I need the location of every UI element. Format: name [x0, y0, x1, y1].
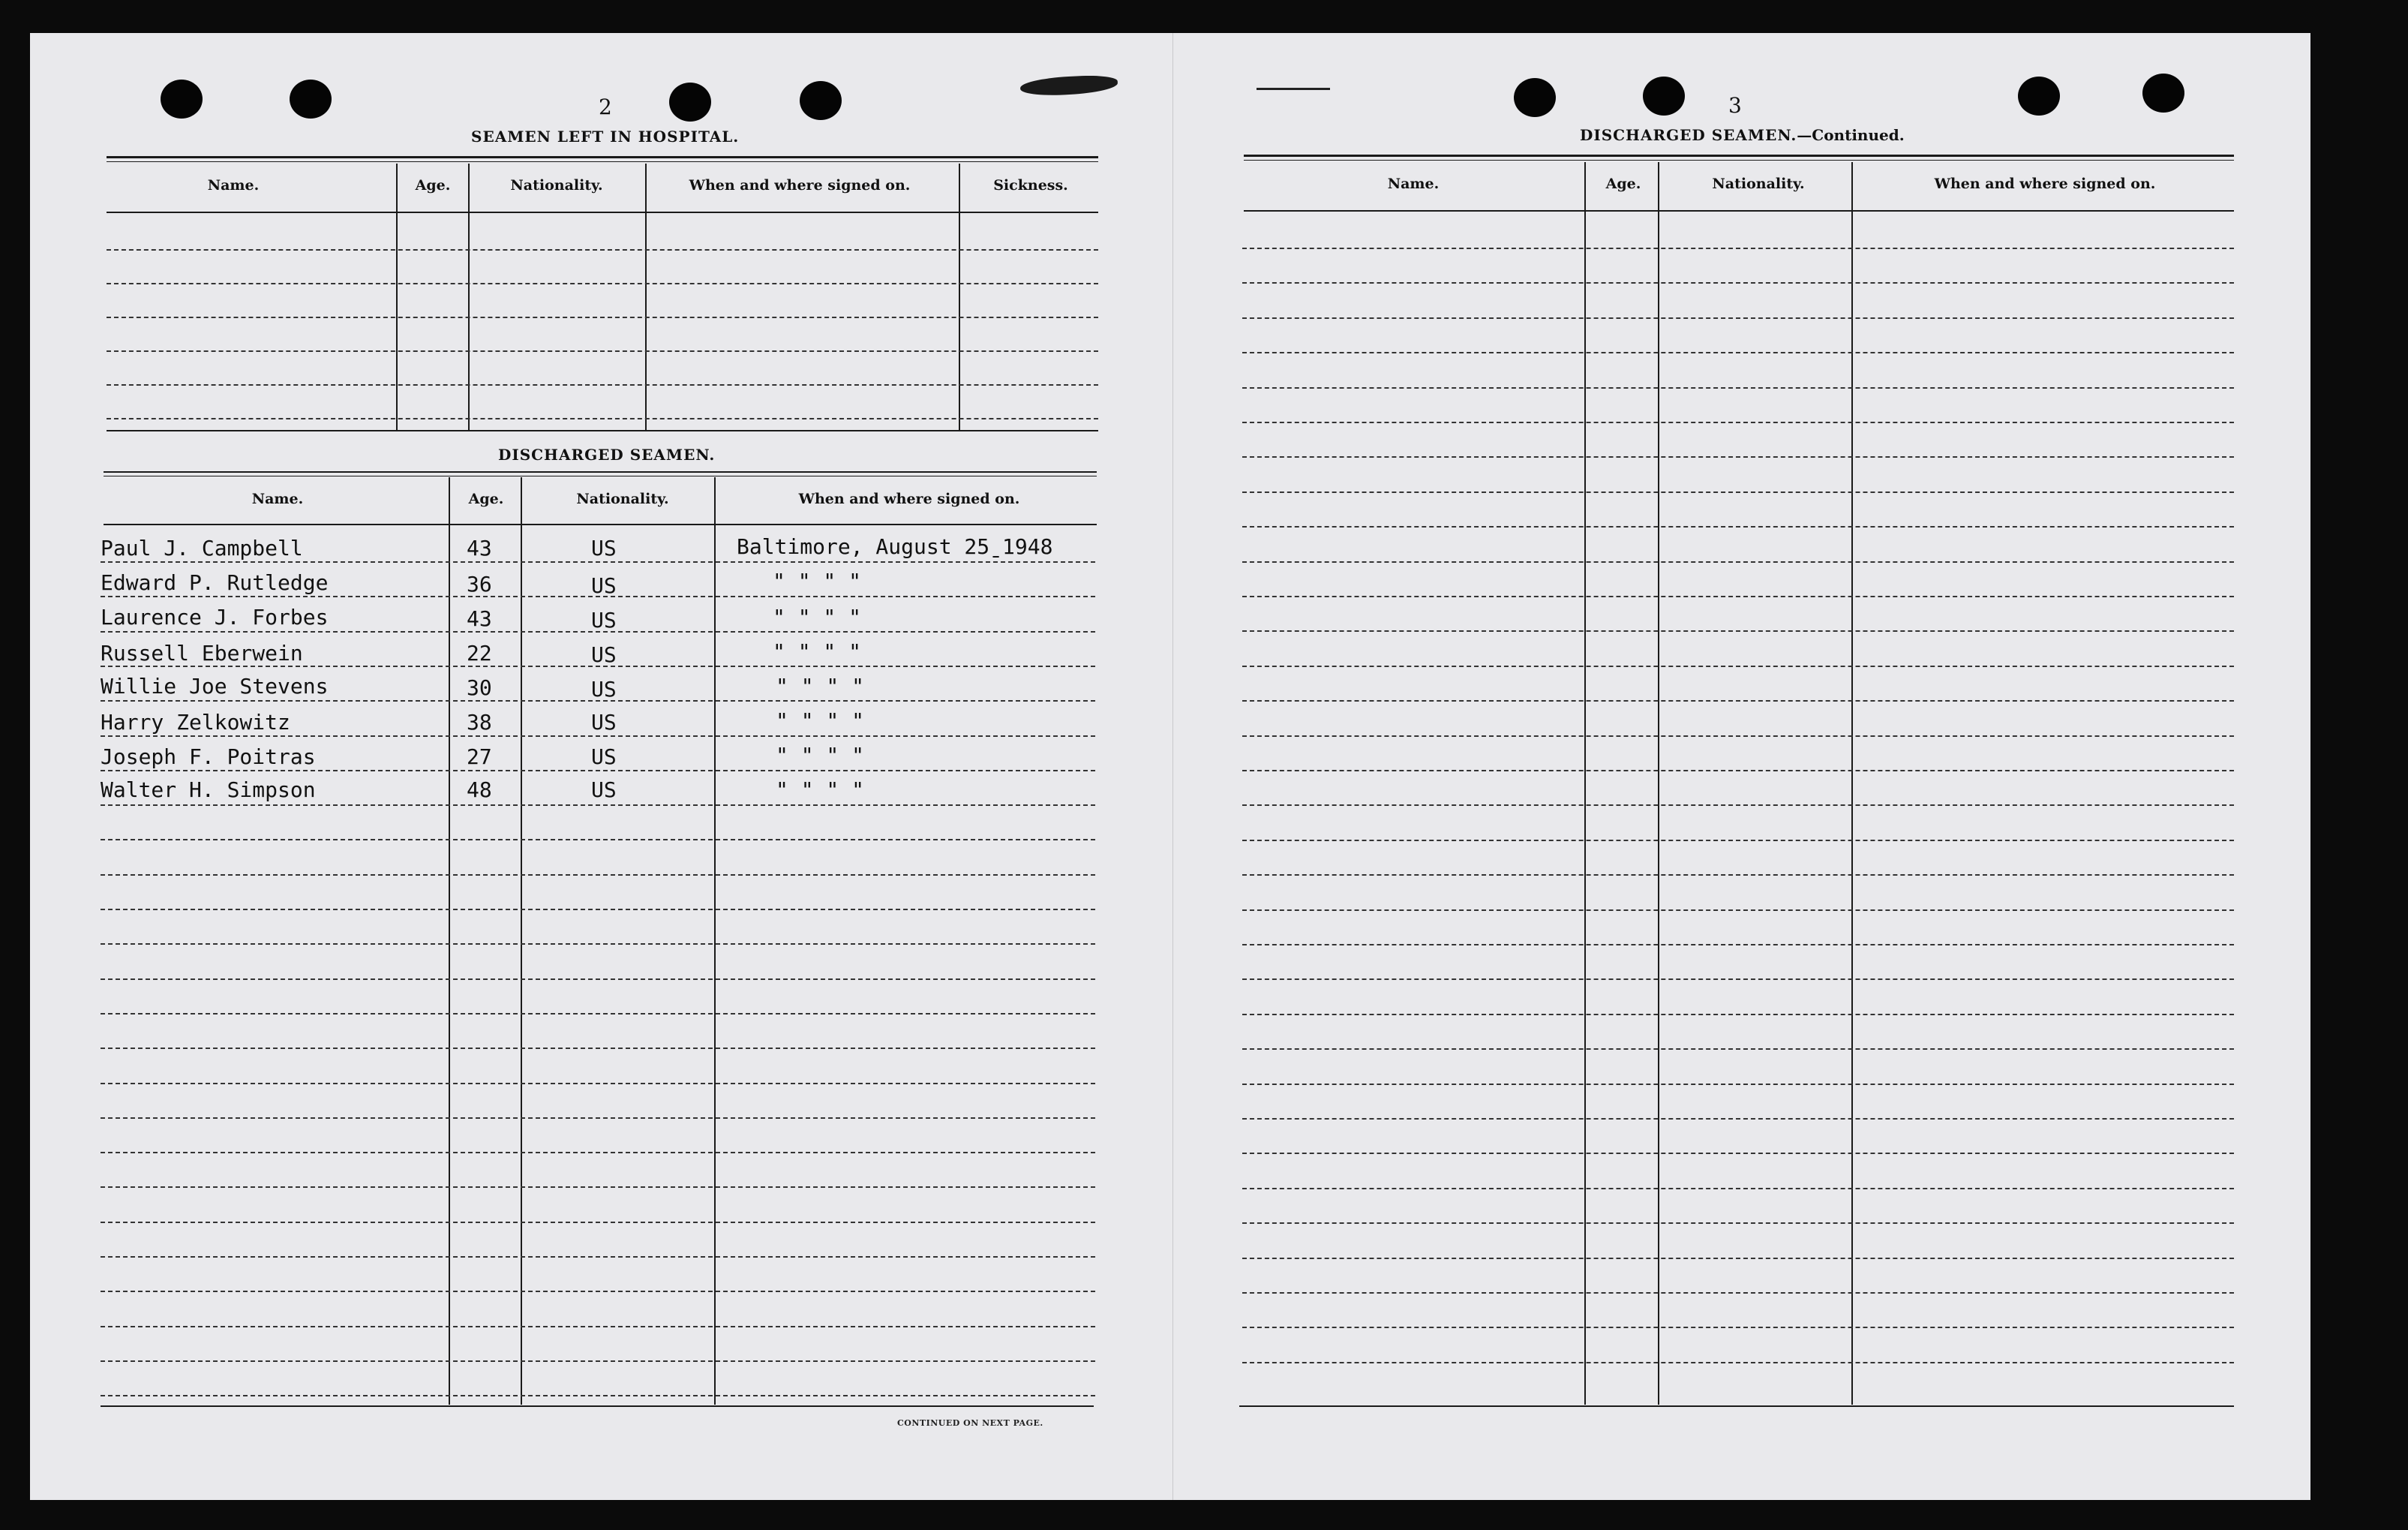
col-header-sickness: Sickness. — [993, 177, 1068, 194]
row-line — [1242, 352, 2234, 353]
row-line — [101, 1152, 1095, 1153]
row-line — [101, 1360, 1095, 1362]
seaman-signed-on: " " " " — [776, 777, 865, 802]
row-line — [101, 978, 1095, 980]
col-header-age: Age. — [415, 177, 451, 194]
row-line — [101, 735, 1095, 737]
row-line — [107, 317, 1098, 318]
top-rule — [1244, 155, 2234, 157]
row-line — [1242, 491, 2234, 493]
bottom-rule — [101, 1405, 1094, 1407]
row-line — [101, 839, 1095, 840]
col-divider — [1851, 162, 1853, 1405]
seaman-nationality: US — [591, 777, 617, 802]
col-header-signed-on: When and where signed on. — [798, 491, 1020, 507]
row-line — [1242, 1222, 2234, 1224]
page-number-right: 3 — [1728, 93, 1742, 118]
seaman-name: Edward P. Rutledge — [101, 570, 329, 595]
seaman-signed-on: " " " " — [776, 743, 865, 768]
row-line — [107, 418, 1098, 419]
row-line — [1242, 1188, 2234, 1189]
punch-hole — [800, 81, 842, 120]
page-gutter — [1172, 33, 1173, 1500]
punch-hole — [161, 80, 203, 119]
row-line — [101, 1186, 1095, 1188]
row-line — [101, 561, 1095, 563]
seaman-nationality: US — [591, 677, 617, 702]
row-line — [1242, 909, 2234, 911]
row-line — [107, 384, 1098, 386]
row-line — [101, 1326, 1095, 1327]
seaman-age: 27 — [467, 744, 492, 769]
row-line — [1242, 804, 2234, 806]
row-line — [101, 909, 1095, 910]
row-line — [1242, 770, 2234, 771]
punch-hole — [669, 83, 711, 122]
row-line — [1242, 1292, 2234, 1294]
top-rule — [107, 161, 1098, 162]
seaman-name: Willie Joe Stevens — [101, 674, 329, 699]
document-sheet — [30, 33, 2310, 1500]
seaman-age: 36 — [467, 572, 492, 597]
row-line — [1242, 944, 2234, 945]
col-header-nationality: Nationality. — [1712, 176, 1805, 192]
col-divider — [468, 164, 470, 431]
seaman-age: 48 — [467, 777, 492, 802]
row-line — [101, 874, 1095, 876]
seaman-name: Laurence J. Forbes — [101, 605, 329, 630]
row-line — [1242, 1153, 2234, 1154]
punch-hole — [2018, 77, 2060, 116]
seaman-name: Paul J. Campbell — [101, 536, 303, 561]
seaman-name: Russell Eberwein — [101, 641, 303, 666]
seaman-signed-on: " " " " — [773, 639, 862, 664]
row-line — [1242, 666, 2234, 667]
col-divider — [714, 477, 716, 1405]
col-header-name: Name. — [207, 177, 260, 194]
discharged-continued-title — [1580, 126, 1905, 144]
row-line — [1242, 561, 2234, 563]
seaman-name: Harry Zelkowitz — [101, 710, 290, 735]
row-line — [1242, 1362, 2234, 1363]
row-line — [1242, 840, 2234, 841]
seaman-age: 30 — [467, 675, 492, 700]
seaman-nationality: US — [591, 710, 617, 735]
row-line — [1242, 1048, 2234, 1050]
punch-hole — [2142, 74, 2184, 113]
hospital-section-title: SEAMEN LEFT IN HOSPITAL. — [471, 128, 740, 146]
seaman-name: Joseph F. Poitras — [101, 744, 316, 769]
row-line — [1242, 630, 2234, 632]
col-header-age: Age. — [468, 491, 504, 507]
row-line — [1242, 700, 2234, 702]
col-divider — [521, 477, 522, 1405]
row-line — [101, 1048, 1095, 1049]
col-header-signed-on: When and where signed on. — [689, 177, 911, 194]
seaman-signed-on: " " " " — [776, 708, 865, 733]
discharged-section-title: DISCHARGED SEAMEN. — [498, 446, 716, 464]
row-line — [1242, 248, 2234, 249]
row-line — [1242, 596, 2234, 597]
row-line — [1242, 735, 2234, 737]
row-line — [1242, 1258, 2234, 1259]
col-divider — [645, 164, 647, 431]
row-line — [107, 283, 1098, 284]
col-header-name: Name. — [251, 491, 304, 507]
seaman-nationality: US — [591, 642, 617, 667]
header-rule — [104, 524, 1097, 525]
ink-mark — [1257, 88, 1330, 90]
row-line — [101, 1222, 1095, 1223]
top-rule — [107, 156, 1098, 158]
row-line — [101, 1291, 1095, 1292]
seaman-nationality: US — [591, 608, 617, 633]
seaman-age: 43 — [467, 536, 492, 561]
row-line — [101, 1117, 1095, 1119]
section-rule — [104, 471, 1097, 473]
header-rule — [1244, 210, 2234, 212]
bottom-rule — [1239, 1405, 2234, 1407]
row-line — [107, 350, 1098, 352]
section-rule — [107, 430, 1098, 431]
row-line — [1242, 456, 2234, 458]
seaman-age: 38 — [467, 710, 492, 735]
col-divider — [1584, 162, 1586, 1405]
title-main: DISCHARGED SEAMEN. — [1580, 126, 1797, 144]
seaman-signed-on: " " " " — [773, 569, 862, 594]
col-header-signed-on: When and where signed on. — [1934, 176, 2156, 192]
top-rule — [1244, 160, 2234, 161]
row-line — [101, 770, 1095, 771]
col-header-nationality: Nationality. — [510, 177, 603, 194]
seaman-name: Walter H. Simpson — [101, 777, 316, 802]
seaman-signed-on: Baltimore, August 25̱ 1948 — [737, 534, 1053, 559]
header-rule — [107, 212, 1098, 213]
page-number-left: 2 — [599, 95, 612, 119]
row-line — [1242, 282, 2234, 284]
seaman-age: 43 — [467, 606, 492, 631]
row-line — [1242, 874, 2234, 876]
row-line — [1242, 1084, 2234, 1085]
row-line — [101, 1395, 1095, 1396]
col-header-name: Name. — [1387, 176, 1440, 192]
row-line — [101, 1256, 1095, 1258]
row-line — [1242, 317, 2234, 319]
row-line — [101, 804, 1095, 806]
seaman-age: 22 — [467, 641, 492, 666]
col-divider — [396, 164, 398, 431]
seaman-nationality: US — [591, 744, 617, 769]
col-divider — [959, 164, 960, 431]
seaman-nationality: US — [591, 573, 617, 598]
row-line — [1242, 422, 2234, 423]
row-line — [107, 249, 1098, 251]
col-divider — [1658, 162, 1659, 1405]
punch-hole — [1514, 78, 1556, 117]
row-line — [101, 943, 1095, 945]
row-line — [1242, 1327, 2234, 1328]
row-line — [1242, 978, 2234, 980]
row-line — [1242, 387, 2234, 389]
col-divider — [449, 477, 450, 1405]
punch-hole — [290, 80, 332, 119]
row-line — [1242, 1118, 2234, 1120]
continued-note: CONTINUED ON NEXT PAGE. — [897, 1418, 1043, 1428]
row-line — [101, 1083, 1095, 1084]
row-line — [1242, 526, 2234, 528]
title-suffix: —Continued. — [1797, 126, 1905, 144]
seaman-signed-on: " " " " — [773, 605, 862, 630]
seaman-signed-on: " " " " — [776, 674, 865, 699]
col-header-age: Age. — [1605, 176, 1641, 192]
col-header-nationality: Nationality. — [576, 491, 669, 507]
seaman-nationality: US — [591, 536, 617, 561]
row-line — [1242, 1014, 2234, 1015]
row-line — [101, 1013, 1095, 1014]
punch-hole — [1643, 77, 1685, 116]
